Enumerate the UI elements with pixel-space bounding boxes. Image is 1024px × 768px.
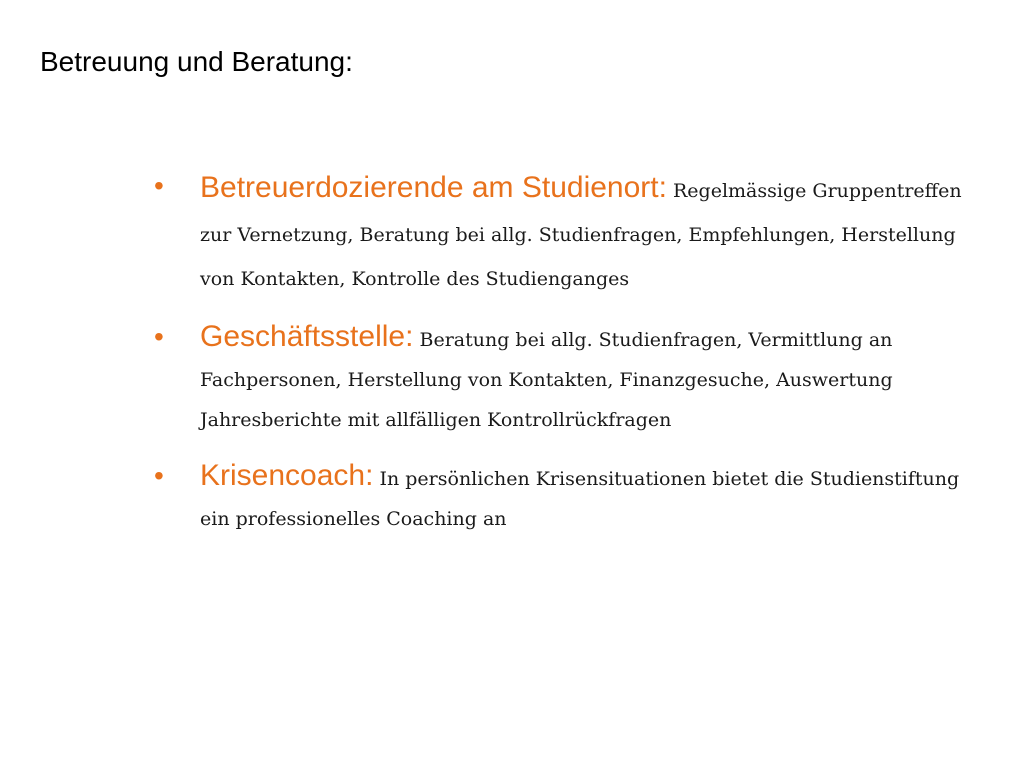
bullet-marker: •	[154, 460, 164, 491]
slide-title: Betreuung und Beratung:	[40, 46, 353, 77]
bullet-heading: Betreuerdozierende am Studienort:	[200, 171, 667, 204]
bullet-body: Beratung bei allg. Studienfragen, Vermittlung an Fachpersonen, Herstellung von Kontakten, Finanzgesuche, Auswertung Jahresberichte mit allfälligen Kontrollrückfragen	[200, 329, 893, 431]
bullet-marker: •	[154, 321, 164, 352]
bullet-marker: •	[154, 170, 164, 201]
bullet-paragraph	[200, 456, 972, 539]
bullet-item-krisencoach	[152, 456, 972, 539]
bullet-body: Regelmässige Gruppentreffen zur Vernetzung, Beratung bei allg. Studienfragen, Empfehlungen, Herstellung von Kontakten, Kontrolle des Studienganges	[200, 180, 962, 290]
bullet-heading: Geschäftsstelle:	[200, 320, 414, 353]
bullet-list	[152, 166, 972, 555]
bullet-item-geschaeftsstelle	[152, 317, 972, 440]
bullet-body: In persönlichen Krisensituationen bietet die Studienstiftung ein professionelles Coaching an	[200, 468, 960, 530]
bullet-heading: Krisencoach:	[200, 459, 374, 492]
bullet-item-betreuerdozierende	[152, 166, 972, 301]
bullet-paragraph	[200, 317, 972, 440]
bullet-paragraph	[200, 166, 972, 301]
